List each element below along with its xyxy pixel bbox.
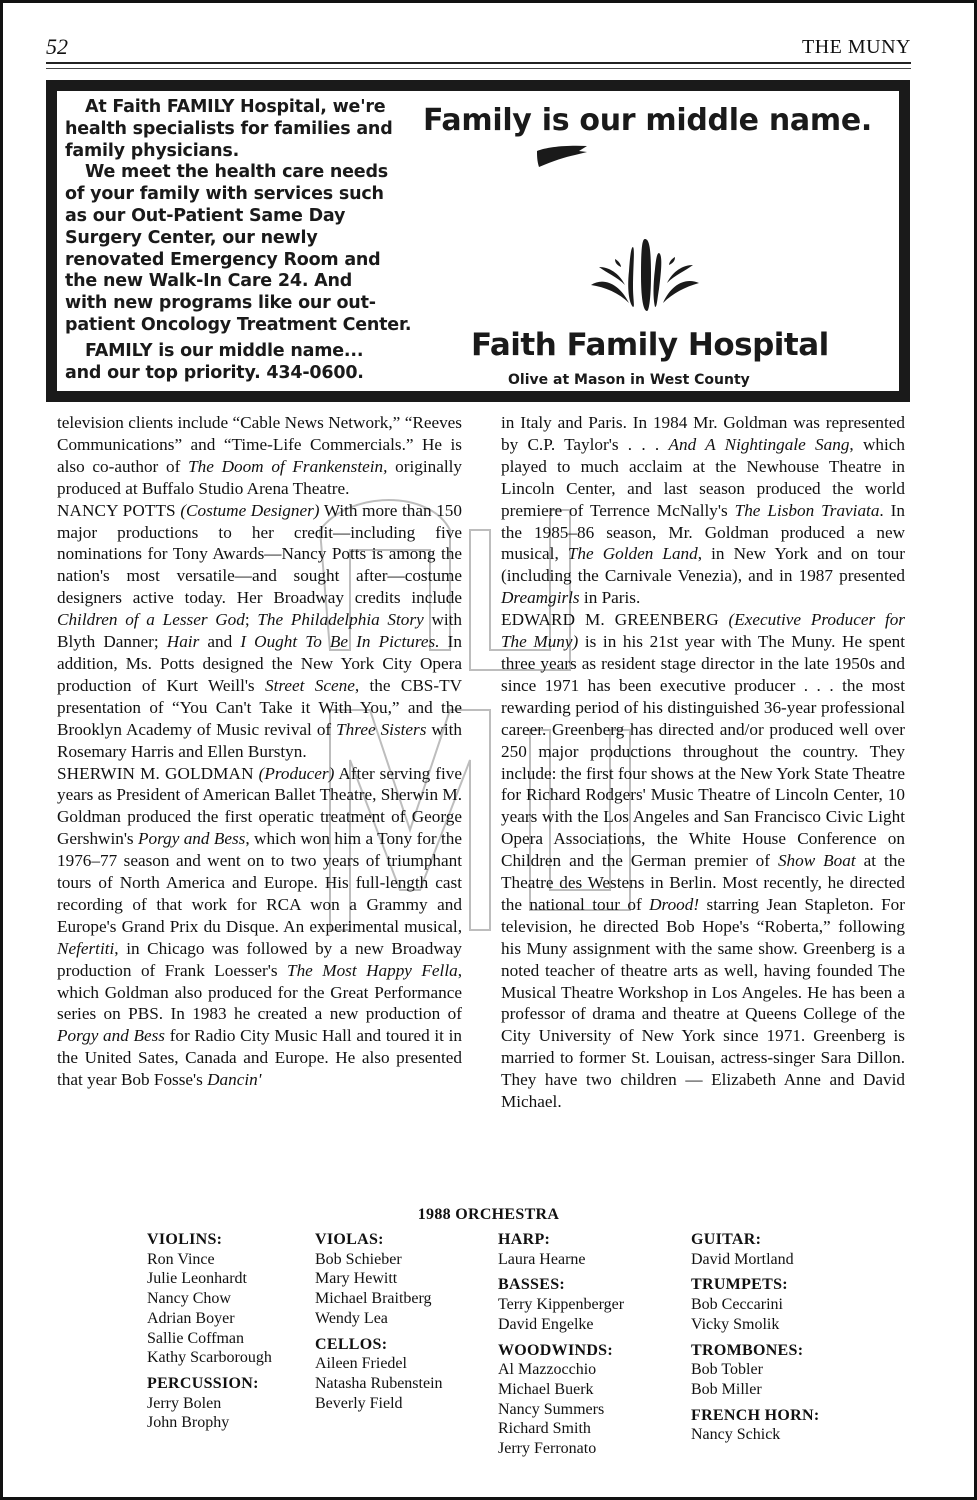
ad-line: We meet the health care needs	[85, 162, 389, 183]
member: Sallie Coffman	[147, 1329, 245, 1347]
section-heading: VIOLAS:	[315, 1231, 384, 1248]
orchestra-column-4	[691, 1230, 819, 1445]
bio-role: (Executive Producer for The Muny)	[501, 610, 905, 652]
hospital-logo-icon	[587, 237, 703, 313]
brush-swash-icon	[535, 143, 591, 169]
member: Al Mazzocchio	[498, 1361, 597, 1379]
member: Ron Vince	[147, 1250, 215, 1268]
ad-line: Surgery Center, our newly	[65, 227, 318, 248]
section-heading: TRUMPETS:	[691, 1276, 788, 1294]
ad-line: FAMILY is our middle name...	[85, 340, 364, 361]
member: Jerry Ferronato	[498, 1440, 597, 1458]
bio-edward-greenberg: EDWARD M. GREENBERG (Executive Producer for The Muny) is in his 21st year with The Muny. He spent three years as resident stage director in the late 1950s and since 1971 has been executive producer . . . the most rewarding period of his distinguished 36-year professional career. Greenberg has directed and/or produced well over 250 major productions throughout the country. They include: the first four shows at the New York State Theatre for Richard Rodgers' Music Theatre of Lincoln Center, 10 years with the Los Angeles and San Francisco Civic Light Opera Associations, the White House Conference on Children and the German premier of Show Boat at the Theatre des Westens in Berlin. Most recently, he directed the national tour of Drood! starring Jean Stapleton. For television, he directed Bob Hope's “Roberta,” following his Muny assignment with the same show. Greenberg is a noted teacher of theatre arts as well, having founded The Musical Theatre Workshop in Los Angeles. He has been a professor of drama and theatre at Queens College of the City University of New York since 1971. Greenberg is married to former St. Louisan, actress-singer Sara Dillon. They have two children — Elizabeth Anne and David Michael.	[501, 610, 905, 1112]
member: Beverly Field	[315, 1394, 403, 1412]
member: David Mortland	[691, 1250, 794, 1268]
section-heading: CELLOS:	[315, 1335, 388, 1353]
section-heading: BASSES:	[498, 1276, 566, 1294]
ad-line: the new Walk-In Care 24. And	[65, 271, 353, 292]
member: Bob Tobler	[691, 1361, 763, 1379]
section-heading: TROMBONES:	[691, 1341, 804, 1359]
ad-line: health specialists for families and	[65, 118, 393, 139]
member: Nancy Schick	[691, 1426, 781, 1444]
ad-line: of your family with services such	[65, 184, 384, 205]
page-number: 52	[46, 34, 68, 59]
member: Adrian Boyer	[147, 1309, 235, 1327]
bio-name: NANCY POTTS	[57, 500, 176, 520]
hospital-address: Olive at Mason in West County	[508, 372, 750, 388]
bio-role: (Costume Designer)	[180, 500, 320, 520]
section-heading: GUITAR:	[691, 1231, 762, 1248]
article-column-right	[501, 412, 905, 1113]
member: Nancy Chow	[147, 1290, 231, 1308]
ad-headline: Family is our middle name.	[423, 103, 872, 138]
section-heading: PERCUSSION:	[147, 1374, 259, 1392]
section-heading: VIOLINS:	[147, 1231, 223, 1248]
member: Nancy Summers	[498, 1400, 605, 1418]
member: Bob Ceccarini	[691, 1296, 783, 1314]
member: Aileen Friedel	[315, 1355, 407, 1373]
member: David Engelke	[498, 1315, 594, 1333]
ad-line: renovated Emergency Room and	[65, 249, 381, 270]
section-heading: FRENCH HORN:	[691, 1406, 820, 1424]
member: Kathy Scarborough	[147, 1349, 272, 1367]
ad-line: as our Out-Patient Same Day	[65, 205, 346, 226]
title-italic: The Doom of Frankenstein,	[188, 456, 388, 476]
paragraph-continued: television clients include “Cable News Network,” “Reeves Communications” and “Time-Life Commercials.” He is also co-author of The Doom of Frankenstein, originally produced at Buffalo Studio Arena Theatre.	[57, 413, 462, 498]
bio-name: SHERWIN M. GOLDMAN	[57, 763, 254, 783]
header-rule-thin	[46, 68, 911, 69]
running-head: THE MUNY	[802, 36, 911, 58]
member: Jerry Bolen	[147, 1394, 222, 1412]
ad-line: At Faith FAMILY Hospital, we're	[85, 97, 386, 117]
bio-sherwin-goldman: SHERWIN M. GOLDMAN (Producer) After serving five years as President of American Ballet Theatre, Sherwin M. Goldman produced the first operatic treatment of George Gershwin's Porgy and Bess, which won him a Tony for the 1976–77 season and went on to two years of triumphant tours of North America and Europe. His full-length cast recording of that work for RCA won a Grammy and Europe's Grand Prix du Disque. An experimental musical, Nefertiti, in Chicago was followed by a new Broadway production of Frank Loesser's The Most Happy Fella, which Goldman also produced for the Great Performance series on PBS. In 1983 he created a new production of Porgy and Bess for Radio City Music Hall and toured it in the United Sates, Canada and Europe. He also presented that year Bob Fosse's Dancin'	[57, 763, 463, 1090]
member: Michael Braitberg	[315, 1290, 432, 1308]
member: Michael Buerk	[498, 1380, 594, 1398]
article-column-left	[57, 412, 462, 1091]
member: Richard Smith	[498, 1420, 591, 1438]
bio-role: (Producer)	[258, 763, 335, 783]
section-heading: HARP:	[498, 1231, 551, 1248]
paragraph-continued: in Italy and Paris. In 1984 Mr. Goldman was represented by C.P. Taylor's . . . And A Nightingale Sang, which played to much acclaim at the Newhouse Theatre in Lincoln Center, and last season produced the world premiere of Terrence McNally's The Lisbon Traviata. In the 1985–86 season, Mr. Goldman produced a new musical, The Golden Land, in New York and on tour (including the Carnivale Venezia), and in 1987 presented Dreamgirls in Paris.	[501, 413, 905, 608]
ad-body-copy	[65, 97, 425, 384]
orchestra-title: 1988 ORCHESTRA	[417, 1206, 560, 1223]
member: Vicky Smolik	[691, 1315, 780, 1333]
member: Bob Miller	[691, 1380, 762, 1398]
member: Wendy Lea	[315, 1309, 388, 1327]
member: Julie Leonhardt	[147, 1270, 247, 1288]
orchestra-column-1	[147, 1230, 272, 1433]
member: Bob Schieber	[315, 1250, 402, 1268]
ad-line: with new programs like our out-	[65, 293, 376, 314]
member: Terry Kippenberger	[498, 1296, 625, 1314]
bio-nancy-potts: NANCY POTTS (Costume Designer) With more than 150 major productions to her credit—including five nominations for Tony Awards—Nancy Potts is among the nation's most versatile—and sought after—costume designers active today. Her Broadway credits include Children of a Lesser God; The Philadelphia Story with Blyth Danner; Hair and I Ought To Be In Pictures. In addition, Ms. Potts designed the New York City Opera production of Kurt Weill's Street Scene, the CBS-TV presentation of “You Can't Take it With You,” and the Brooklyn Academy of Music revival of Three Sisters with Rosemary Harris and Ellen Burstyn.	[57, 500, 463, 761]
ad-line: and our top priority. 434-0600.	[65, 362, 364, 383]
ad-line: family physicians.	[65, 140, 240, 161]
header-rule	[46, 62, 911, 64]
member: Natasha Rubenstein	[315, 1374, 443, 1392]
member: John Brophy	[147, 1414, 230, 1432]
orchestra-column-3	[498, 1230, 624, 1459]
hospital-name: Faith Family Hospital	[471, 327, 829, 363]
ad-line: patient Oncology Treatment Center.	[65, 314, 412, 335]
member: Mary Hewitt	[315, 1270, 398, 1288]
hospital-advertisement	[46, 80, 910, 402]
member: Laura Hearne	[498, 1250, 586, 1268]
orchestra-column-2	[315, 1230, 443, 1413]
section-heading: WOODWINDS:	[498, 1341, 614, 1359]
bio-name: EDWARD M. GREENBERG	[501, 610, 719, 630]
